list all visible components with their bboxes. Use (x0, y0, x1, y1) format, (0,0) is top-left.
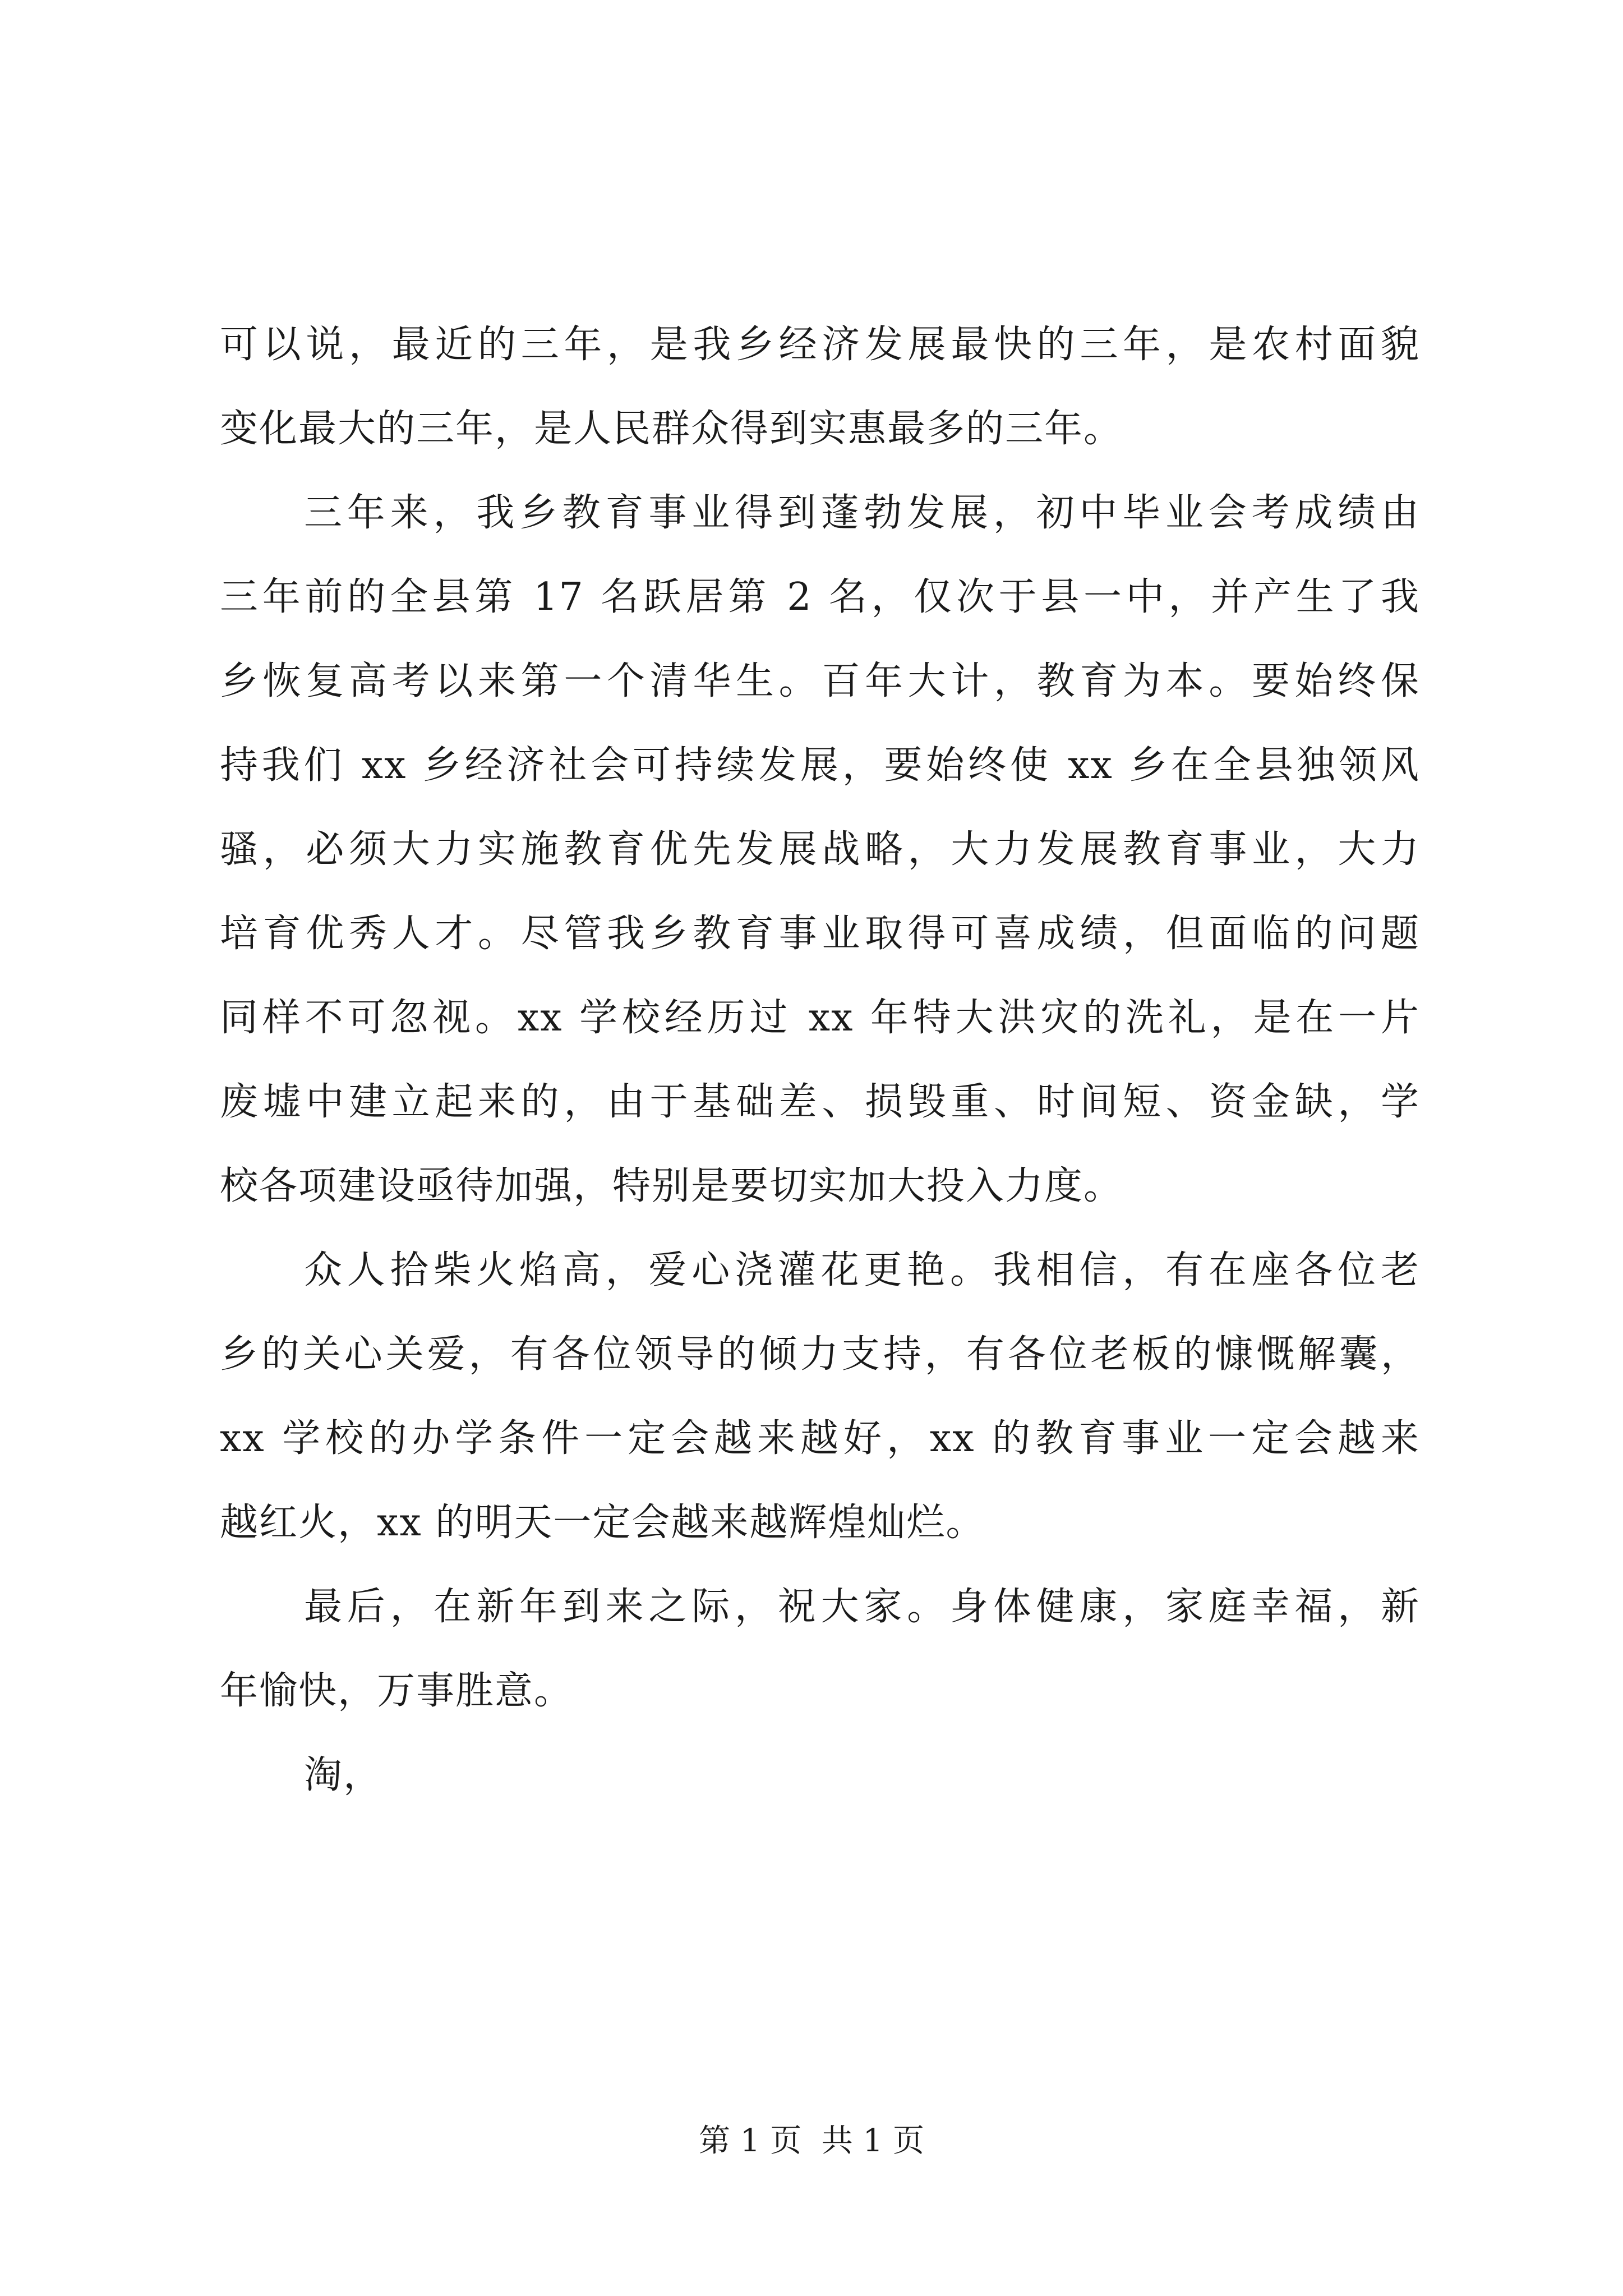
text-line: 可以说，最近的三年，是我乡经济发展最快的三年，是农村面貌 (220, 323, 1420, 367)
page-footer: 第 1 页 共 1 页 (698, 2123, 925, 2159)
paragraph-first-line: 众人拾柴火焰高，爱心浇灌花更艳。我相信，有在座各位老 (304, 1248, 1420, 1292)
text-line: 废墟中建立起来的，由于基础差、损毁重、时间短、资金缺，学 (220, 1080, 1420, 1124)
text-line: 三年前的全县第 17 名跃居第 2 名，仅次于县一中，并产生了我 (220, 575, 1420, 619)
text-line: xx 学校的办学条件一定会越来越好，xx 的教育事业一定会越来 (220, 1416, 1420, 1461)
text-line: 培育优秀人才。尽管我乡教育事业取得可喜成绩，但面临的问题 (220, 912, 1420, 956)
text-line: 持我们 xx 乡经济社会可持续发展，要始终使 xx 乡在全县独领风 (220, 743, 1420, 788)
text-line: 越红火，xx 的明天一定会越来越辉煌灿烂。 (220, 1501, 985, 1545)
paragraph-first-line: 淘， (304, 1753, 383, 1797)
text-line: 校各项建设亟待加强，特别是要切实加大投入力度。 (220, 1164, 1123, 1208)
text-line: 同样不可忽视。xx 学校经历过 xx 年特大洪灾的洗礼，是在一片 (220, 996, 1420, 1040)
text-line: 骚，必须大力实施教育优先发展战略，大力发展教育事业，大力 (220, 827, 1420, 872)
text-line: 乡恢复高考以来第一个清华生。百年大计，教育为本。要始终保 (220, 659, 1420, 703)
paragraph-first-line: 三年来，我乡教育事业得到蓬勃发展，初中毕业会考成绩由 (304, 491, 1420, 535)
text-line: 变化最大的三年，是人民群众得到实惠最多的三年。 (220, 407, 1123, 451)
text-line: 年愉快，万事胜意。 (220, 1669, 574, 1713)
text-line: 乡的关心关爱，有各位领导的倾力支持，有各位老板的慷慨解囊， (220, 1332, 1420, 1377)
paragraph-first-line: 最后，在新年到来之际，祝大家。身体健康，家庭幸福，新 (304, 1585, 1420, 1629)
